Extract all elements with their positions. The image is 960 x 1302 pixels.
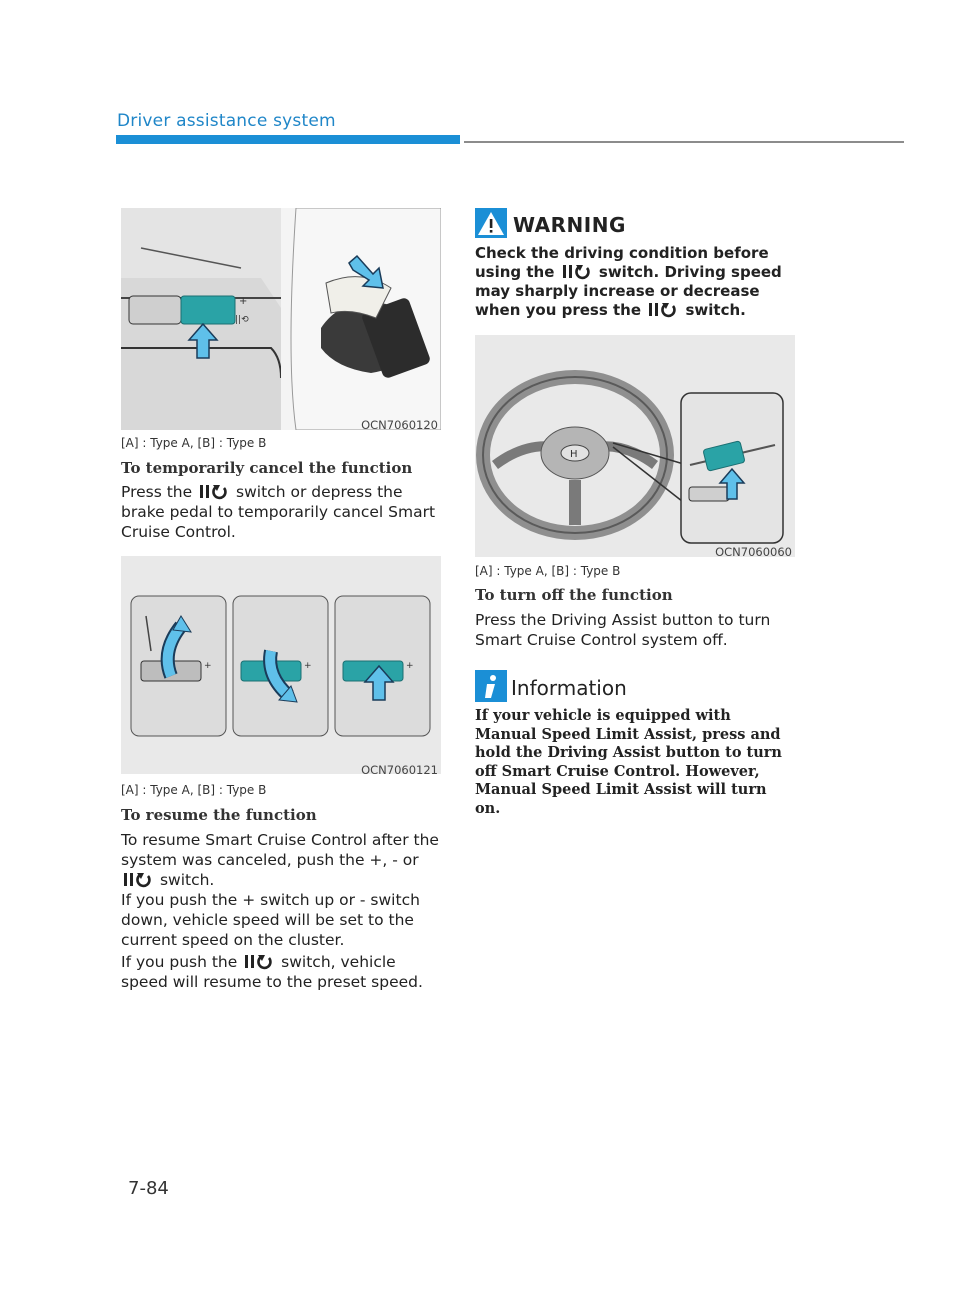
warning-title: WARNING bbox=[513, 213, 626, 237]
figure3-caption: [A] : Type A, [B] : Type B bbox=[475, 564, 621, 578]
figure-steering-wheel-illustration bbox=[475, 335, 795, 557]
panel-c bbox=[335, 596, 430, 736]
section-header-title: Driver assistance system bbox=[117, 111, 336, 131]
figure2-code: OCN7060121 bbox=[361, 763, 438, 777]
cancel-heading: To temporarily cancel the function bbox=[121, 459, 413, 477]
pause-resume-switch-icon bbox=[243, 953, 275, 970]
turn-off-paragraph: Press the Driving Assist button to turn Smart Cruise Control system off. bbox=[475, 611, 771, 649]
warning-triangle-icon bbox=[475, 208, 507, 238]
pause-resume-switch-icon bbox=[647, 301, 679, 318]
svg-text:+: + bbox=[204, 661, 212, 671]
figure-resume-illustration bbox=[121, 556, 441, 774]
svg-text:+: + bbox=[239, 296, 248, 307]
panel-b bbox=[233, 596, 328, 736]
figure3-code: OCN7060060 bbox=[715, 545, 792, 559]
resume-paragraph-2: If you push the + switch up or - switch down, vehicle speed will be set to the current speed on the cluster. bbox=[121, 891, 420, 949]
information-text: If your vehicle is equipped with Manual Speed Limit Assist, press and hold the Driving Assist button to turn off Smart Cruise Control. However, Manual Speed Limit Assist will turn on. bbox=[475, 707, 782, 817]
resume-heading: To resume the function bbox=[121, 806, 317, 824]
turn-off-heading: To turn off the function bbox=[475, 586, 673, 604]
resume-paragraph-3: If you push the switch, vehicle speed will resume to the preset speed. bbox=[121, 953, 423, 991]
figure1-caption: [A] : Type A, [B] : Type B bbox=[121, 436, 267, 450]
pause-resume-switch-icon bbox=[561, 263, 593, 280]
info-icon bbox=[475, 670, 507, 702]
cancel-paragraph: Press the switch or depress the brake pedal to temporarily cancel Smart Cruise Control. bbox=[121, 483, 436, 541]
header-rule-blue bbox=[116, 135, 460, 144]
information-title: Information bbox=[511, 676, 627, 700]
figure-cancel-illustration bbox=[121, 208, 441, 430]
pause-resume-switch-icon bbox=[122, 871, 154, 888]
pause-resume-switch-icon bbox=[198, 483, 230, 500]
figure2-caption: [A] : Type A, [B] : Type B bbox=[121, 783, 267, 797]
panel-a bbox=[131, 596, 226, 736]
header-rule-gray bbox=[464, 141, 904, 143]
svg-text:||⟲: ||⟲ bbox=[235, 315, 249, 325]
svg-text:+: + bbox=[304, 661, 312, 671]
resume-paragraph-1: To resume Smart Cruise Control after the system was canceled, push the +, - or switch. bbox=[121, 831, 439, 889]
svg-text:H: H bbox=[570, 449, 578, 460]
figure1-code: OCN7060120 bbox=[361, 418, 438, 432]
warning-text: Check the driving condition before using the switch. Driving speed may sharply increase or decrease when you press the switch. bbox=[475, 244, 782, 319]
page-number: 7-84 bbox=[128, 1178, 169, 1199]
svg-text:+: + bbox=[406, 661, 414, 671]
